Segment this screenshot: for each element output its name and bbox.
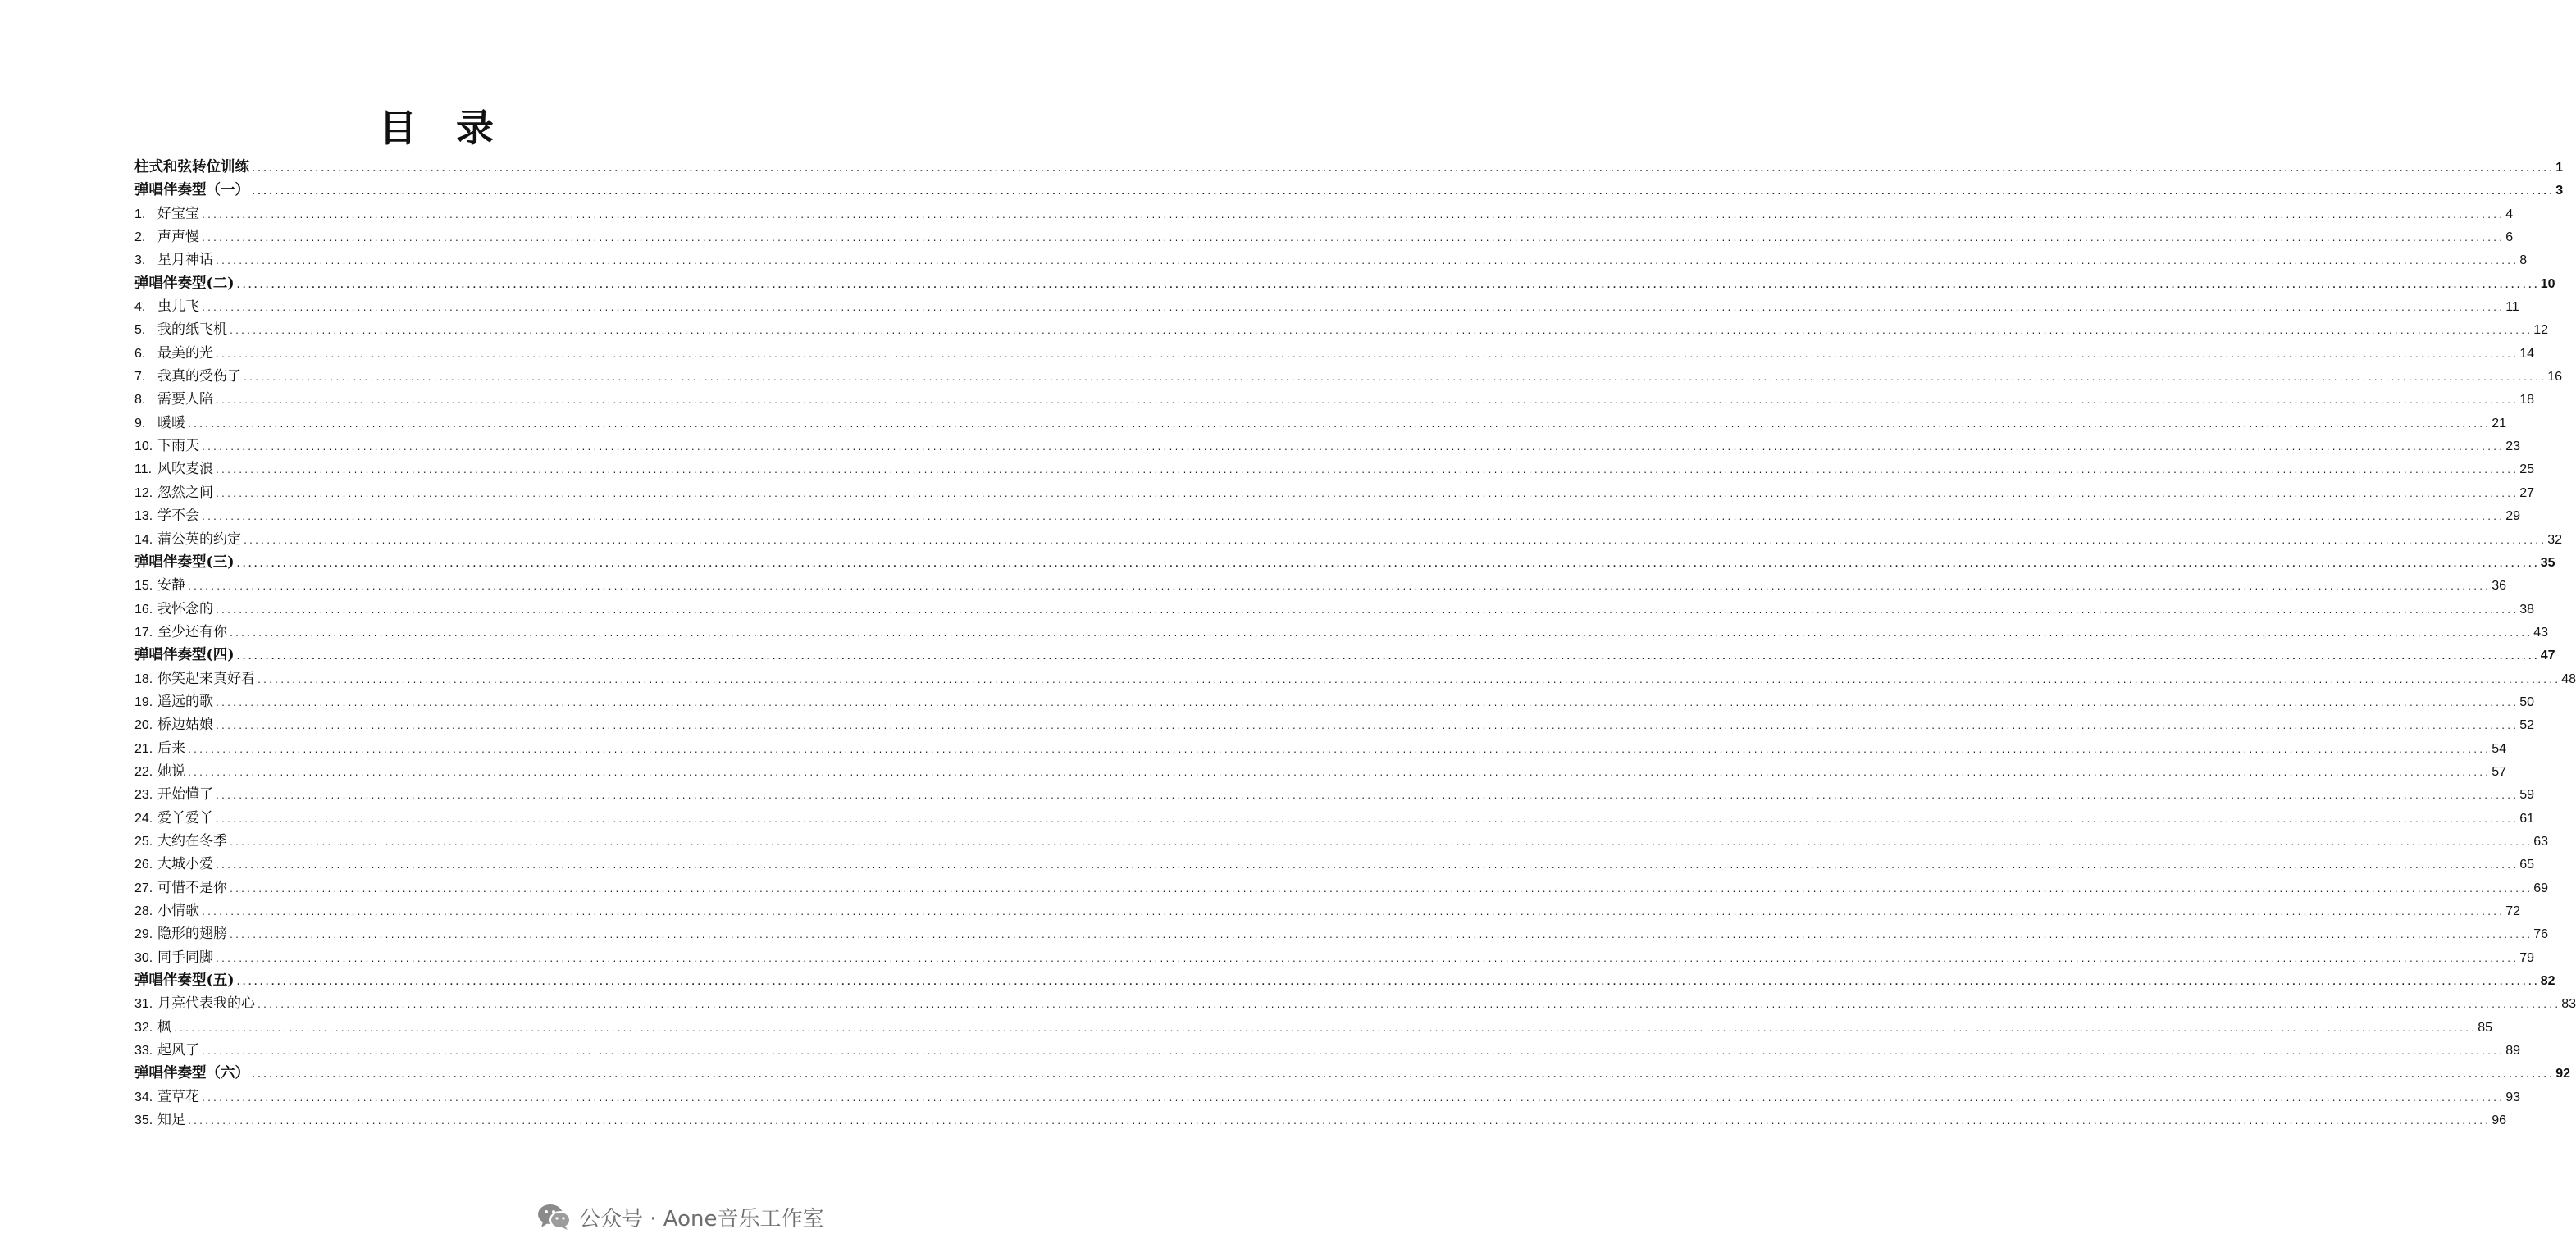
- toc-entry-label: 弹唱伴奏型（六）: [134, 1065, 249, 1082]
- toc-page-number: 65: [2519, 858, 2534, 872]
- toc-leader-dots: ................................................................................................................................................................................................................................................................................................................................................................................................................: [235, 280, 2539, 290]
- toc-page-number: 89: [2505, 1044, 2520, 1059]
- toc-leader-dots: ................................................................................................................................................................................................................................................................................................................................................................................................................: [187, 420, 2491, 430]
- toc-item-number: 21.: [134, 741, 153, 756]
- toc-item-number: 17.: [134, 625, 153, 640]
- toc-leader-dots: ................................................................................................................................................................................................................................................................................................................................................................................................................: [215, 397, 2519, 407]
- toc-page-number: 85: [2478, 1020, 2492, 1035]
- toc-page-number: 11: [2505, 300, 2519, 315]
- toc-section-row: [134, 551, 2555, 574]
- toc-leader-dots: ................................................................................................................................................................................................................................................................................................................................................................................................................: [201, 444, 2505, 453]
- wechat-icon: [536, 1202, 572, 1232]
- toc-entry-label: 起风了: [157, 1042, 199, 1059]
- toc-page-number: 36: [2492, 579, 2506, 594]
- toc-leader-dots: ................................................................................................................................................................................................................................................................................................................................................................................................................: [187, 583, 2491, 593]
- toc-leader-dots: ................................................................................................................................................................................................................................................................................................................................................................................................................: [215, 954, 2519, 964]
- toc-item-row: [134, 295, 2519, 318]
- toc-item-number: 3.: [134, 253, 146, 268]
- toc-page-number: 59: [2519, 788, 2534, 803]
- toc-entry-label: 弹唱伴奏型(五): [134, 972, 235, 990]
- toc-item-number: 7.: [134, 370, 146, 385]
- toc-leader-dots: ................................................................................................................................................................................................................................................................................................................................................................................................................: [229, 931, 2533, 941]
- toc-page-number: 16: [2547, 370, 2562, 385]
- toc-entry-label: 大城小爱: [157, 856, 213, 873]
- toc-item-number: 23.: [134, 788, 153, 803]
- toc-item-row: [134, 203, 2514, 225]
- toc-item-row: [134, 737, 2506, 760]
- toc-leader-dots: ................................................................................................................................................................................................................................................................................................................................................................................................................: [215, 489, 2519, 499]
- toc-leader-dots: ................................................................................................................................................................................................................................................................................................................................................................................................................: [215, 792, 2519, 802]
- toc-page-number: 29: [2505, 509, 2520, 524]
- toc-page-number: 82: [2540, 974, 2555, 989]
- toc-page-number: 52: [2519, 718, 2534, 733]
- toc-item-row: [134, 342, 2534, 365]
- toc-page-number: 47: [2540, 649, 2555, 663]
- toc-item-number: 11.: [134, 462, 153, 477]
- toc-item-row: [134, 248, 2528, 271]
- toc-entry-label: 后来: [157, 740, 185, 757]
- toc-entry-label: 萱草花: [157, 1088, 199, 1105]
- toc-page-number: 14: [2519, 346, 2534, 361]
- toc-leader-dots: ................................................................................................................................................................................................................................................................................................................................................................................................................: [215, 862, 2519, 872]
- toc-leader-dots: ................................................................................................................................................................................................................................................................................................................................................................................................................: [251, 188, 2555, 198]
- toc-page-number: 63: [2533, 834, 2548, 849]
- toc-item-number: 19.: [134, 694, 153, 709]
- toc-entry-label: 隐形的翅膀: [157, 926, 227, 943]
- toc-item-number: 33.: [134, 1044, 153, 1059]
- toc-item-number: 34.: [134, 1090, 153, 1104]
- toc-item-row: [134, 621, 2548, 644]
- toc-entry-label: 爱丫爱丫: [157, 809, 213, 826]
- toc-item-row: [134, 481, 2534, 504]
- toc-item-row: [134, 365, 2562, 388]
- toc-item-row: [134, 412, 2506, 435]
- toc-leader-dots: ................................................................................................................................................................................................................................................................................................................................................................................................................: [215, 467, 2519, 476]
- toc-entry-label: 需要人陪: [157, 391, 213, 408]
- toc-page-number: 21: [2492, 416, 2506, 430]
- toc-item-number: 16.: [134, 602, 153, 617]
- toc-item-number: 6.: [134, 346, 146, 361]
- toc-entry-label: 至少还有你: [157, 623, 227, 640]
- toc-item-row: [134, 876, 2548, 899]
- toc-item-row: [134, 1086, 2520, 1109]
- toc-entry-label: 同手同脚: [157, 949, 213, 966]
- toc-entry-label: 弹唱伴奏型(三): [134, 553, 235, 571]
- toc-entry-label: 大约在冬季: [157, 832, 227, 849]
- toc-entry-label: 虫儿飞: [157, 298, 199, 316]
- toc-section-row: [134, 156, 2564, 179]
- toc-item-number: 24.: [134, 811, 153, 826]
- toc-page-number: 38: [2519, 602, 2534, 617]
- toc-leader-dots: ................................................................................................................................................................................................................................................................................................................................................................................................................: [201, 304, 2505, 314]
- toc-entry-label: 桥边姑娘: [157, 717, 213, 734]
- toc-page-number: 3: [2555, 184, 2564, 198]
- toc-item-number: 8.: [134, 393, 146, 407]
- toc-item-number: 27.: [134, 881, 153, 895]
- toc-leader-dots: ................................................................................................................................................................................................................................................................................................................................................................................................................: [173, 1024, 2477, 1034]
- toc-entry-label: 她说: [157, 763, 185, 780]
- toc-page-number: 50: [2519, 694, 2534, 709]
- toc-leader-dots: ................................................................................................................................................................................................................................................................................................................................................................................................................: [243, 374, 2546, 384]
- toc-leader-dots: ................................................................................................................................................................................................................................................................................................................................................................................................................: [187, 745, 2491, 755]
- toc-page-number: 8: [2519, 253, 2528, 268]
- toc-entry-label: 柱式和弦转位训练: [134, 159, 249, 175]
- toc-leader-dots: ................................................................................................................................................................................................................................................................................................................................................................................................................: [187, 1118, 2491, 1127]
- toc-entry-label: 月亮代表我的心: [157, 995, 255, 1013]
- toc-leader-dots: ................................................................................................................................................................................................................................................................................................................................................................................................................: [201, 513, 2505, 523]
- toc-item-row: [134, 504, 2520, 527]
- toc-item-number: 12.: [134, 485, 153, 500]
- toc-leader-dots: ................................................................................................................................................................................................................................................................................................................................................................................................................: [243, 536, 2546, 546]
- toc-entry-label: 可惜不是你: [157, 879, 227, 896]
- toc-item-number: 32.: [134, 1020, 153, 1035]
- toc-leader-dots: ................................................................................................................................................................................................................................................................................................................................................................................................................: [201, 1048, 2505, 1058]
- table-of-contents: [134, 156, 2576, 1131]
- toc-item-row: [134, 783, 2534, 806]
- toc-entry-label: 忽然之间: [157, 484, 213, 501]
- toc-page-number: 83: [2561, 997, 2576, 1012]
- toc-entry-label: 弹唱伴奏型(四): [134, 647, 235, 664]
- toc-section-row: [134, 969, 2555, 992]
- toc-item-row: [134, 853, 2534, 876]
- toc-section-row: [134, 644, 2555, 667]
- toc-leader-dots: ................................................................................................................................................................................................................................................................................................................................................................................................................: [215, 699, 2519, 708]
- toc-entry-label: 安静: [157, 577, 185, 594]
- toc-leader-dots: ................................................................................................................................................................................................................................................................................................................................................................................................................: [215, 815, 2519, 825]
- toc-item-number: 1.: [134, 207, 146, 221]
- toc-entry-label: 遥远的歌: [157, 693, 213, 710]
- toc-page-number: 69: [2533, 881, 2548, 895]
- toc-item-number: 14.: [134, 532, 153, 547]
- toc-entry-label: 弹唱伴奏型(二): [134, 275, 235, 292]
- watermark: [536, 1199, 824, 1235]
- toc-item-row: [134, 458, 2534, 480]
- toc-page-number: 10: [2540, 276, 2555, 291]
- toc-page-number: 72: [2505, 904, 2520, 918]
- toc-page-number: 4: [2505, 207, 2514, 221]
- toc-leader-dots: ................................................................................................................................................................................................................................................................................................................................................................................................................: [201, 234, 2505, 244]
- toc-entry-label: 枫: [157, 1018, 171, 1036]
- toc-leader-dots: ................................................................................................................................................................................................................................................................................................................................................................................................................: [201, 908, 2505, 917]
- toc-leader-dots: ................................................................................................................................................................................................................................................................................................................................................................................................................: [235, 653, 2539, 662]
- toc-page-number: 25: [2519, 462, 2534, 477]
- toc-entry-label: 声声慢: [157, 229, 199, 246]
- toc-item-row: [134, 690, 2534, 713]
- toc-page-number: 96: [2492, 1113, 2506, 1128]
- toc-entry-label: 暖暖: [157, 414, 185, 431]
- toc-item-row: [134, 225, 2514, 248]
- toc-page-number: 32: [2547, 532, 2562, 547]
- toc-item-row: [134, 760, 2506, 783]
- toc-page-number: 18: [2519, 393, 2534, 407]
- toc-entry-label: 星月神话: [157, 252, 213, 269]
- toc-leader-dots: ................................................................................................................................................................................................................................................................................................................................................................................................................: [215, 722, 2519, 732]
- toc-leader-dots: ................................................................................................................................................................................................................................................................................................................................................................................................................: [215, 257, 2519, 267]
- toc-item-number: 22.: [134, 764, 153, 779]
- toc-page-number: 43: [2533, 625, 2548, 640]
- toc-leader-dots: ................................................................................................................................................................................................................................................................................................................................................................................................................: [235, 559, 2539, 569]
- toc-entry-label: 小情歌: [157, 903, 199, 919]
- toc-section-row: [134, 272, 2555, 295]
- toc-page-number: 23: [2505, 439, 2520, 454]
- toc-item-row: [134, 946, 2534, 969]
- toc-item-number: 28.: [134, 904, 153, 918]
- toc-leader-dots: ................................................................................................................................................................................................................................................................................................................................................................................................................: [187, 768, 2491, 778]
- toc-item-number: 30.: [134, 950, 153, 965]
- toc-item-row: [134, 598, 2534, 621]
- toc-leader-dots: ................................................................................................................................................................................................................................................................................................................................................................................................................: [229, 629, 2533, 639]
- toc-item-number: 20.: [134, 718, 153, 733]
- toc-item-number: 5.: [134, 323, 146, 338]
- toc-leader-dots: ................................................................................................................................................................................................................................................................................................................................................................................................................: [251, 165, 2555, 174]
- toc-item-number: 18.: [134, 672, 153, 686]
- toc-item-row: [134, 713, 2534, 736]
- toc-item-number: 29.: [134, 927, 153, 942]
- toc-page-number: 79: [2519, 950, 2534, 965]
- toc-entry-label: 下雨天: [157, 438, 199, 455]
- toc-item-number: 35.: [134, 1113, 153, 1128]
- toc-item-number: 15.: [134, 579, 153, 594]
- toc-leader-dots: ................................................................................................................................................................................................................................................................................................................................................................................................................: [215, 606, 2519, 616]
- toc-item-row: [134, 1016, 2492, 1039]
- toc-item-row: [134, 922, 2548, 945]
- toc-leader-dots: ................................................................................................................................................................................................................................................................................................................................................................................................................: [215, 350, 2519, 360]
- toc-item-row: [134, 992, 2576, 1015]
- toc-entry-label: 好宝宝: [157, 205, 199, 222]
- toc-entry-label: 蒲公英的约定: [157, 530, 241, 548]
- toc-leader-dots: ................................................................................................................................................................................................................................................................................................................................................................................................................: [229, 327, 2533, 337]
- toc-page-number: 48: [2561, 672, 2576, 686]
- toc-entry-label: 弹唱伴奏型（一）: [134, 182, 249, 199]
- toc-entry-label: 最美的光: [157, 344, 213, 362]
- toc-item-number: 25.: [134, 834, 153, 849]
- toc-page-number: 57: [2492, 764, 2506, 779]
- toc-section-row: [134, 179, 2564, 202]
- toc-item-row: [134, 899, 2520, 922]
- toc-entry-label: 学不会: [157, 508, 199, 525]
- toc-item-row: [134, 528, 2562, 551]
- toc-leader-dots: ................................................................................................................................................................................................................................................................................................................................................................................................................: [251, 1071, 2555, 1081]
- toc-page-number: 61: [2519, 811, 2534, 826]
- toc-item-number: 4.: [134, 300, 146, 315]
- toc-item-row: [134, 667, 2576, 690]
- toc-item-row: [134, 1039, 2520, 1062]
- toc-page-number: 35: [2540, 555, 2555, 570]
- toc-leader-dots: ................................................................................................................................................................................................................................................................................................................................................................................................................: [257, 1001, 2560, 1011]
- toc-entry-label: 你笑起来真好看: [157, 670, 255, 687]
- toc-item-number: 31.: [134, 997, 153, 1012]
- toc-entry-label: 我真的受伤了: [157, 368, 241, 385]
- toc-page-number: 92: [2555, 1067, 2570, 1081]
- toc-item-row: [134, 1109, 2506, 1131]
- toc-page-number: 54: [2492, 741, 2506, 756]
- toc-entry-label: 风吹麦浪: [157, 461, 213, 478]
- toc-item-row: [134, 318, 2548, 341]
- toc-item-row: [134, 807, 2534, 830]
- toc-item-number: 9.: [134, 416, 146, 430]
- page-title: 目 录: [378, 106, 507, 150]
- toc-item-row: [134, 574, 2506, 597]
- watermark-text: 公众号 · Aone音乐工作室: [579, 1206, 824, 1232]
- toc-page-number: 27: [2519, 485, 2534, 500]
- toc-page-number: 1: [2555, 161, 2564, 175]
- toc-item-number: 13.: [134, 509, 153, 524]
- toc-leader-dots: ................................................................................................................................................................................................................................................................................................................................................................................................................: [257, 676, 2560, 685]
- toc-section-row: [134, 1062, 2570, 1085]
- toc-entry-label: 开始懂了: [157, 786, 213, 804]
- toc-leader-dots: ................................................................................................................................................................................................................................................................................................................................................................................................................: [201, 1094, 2505, 1104]
- toc-entry-label: 我的纸飞机: [157, 321, 227, 339]
- toc-item-number: 2.: [134, 230, 146, 245]
- toc-entry-label: 我怀念的: [157, 600, 213, 617]
- toc-item-row: [134, 830, 2548, 853]
- toc-item-number: 10.: [134, 439, 153, 454]
- toc-page-number: 6: [2505, 230, 2514, 245]
- toc-page-number: 76: [2533, 927, 2548, 942]
- toc-entry-label: 知足: [157, 1112, 185, 1129]
- toc-page-number: 93: [2505, 1090, 2520, 1104]
- toc-page-number: 12: [2533, 323, 2548, 338]
- toc-item-number: 26.: [134, 858, 153, 872]
- toc-item-row: [134, 388, 2534, 411]
- toc-leader-dots: ................................................................................................................................................................................................................................................................................................................................................................................................................: [235, 978, 2539, 988]
- toc-leader-dots: ................................................................................................................................................................................................................................................................................................................................................................................................................: [229, 838, 2533, 848]
- toc-leader-dots: ................................................................................................................................................................................................................................................................................................................................................................................................................: [229, 885, 2533, 895]
- toc-leader-dots: ................................................................................................................................................................................................................................................................................................................................................................................................................: [201, 211, 2505, 221]
- toc-item-row: [134, 435, 2520, 458]
